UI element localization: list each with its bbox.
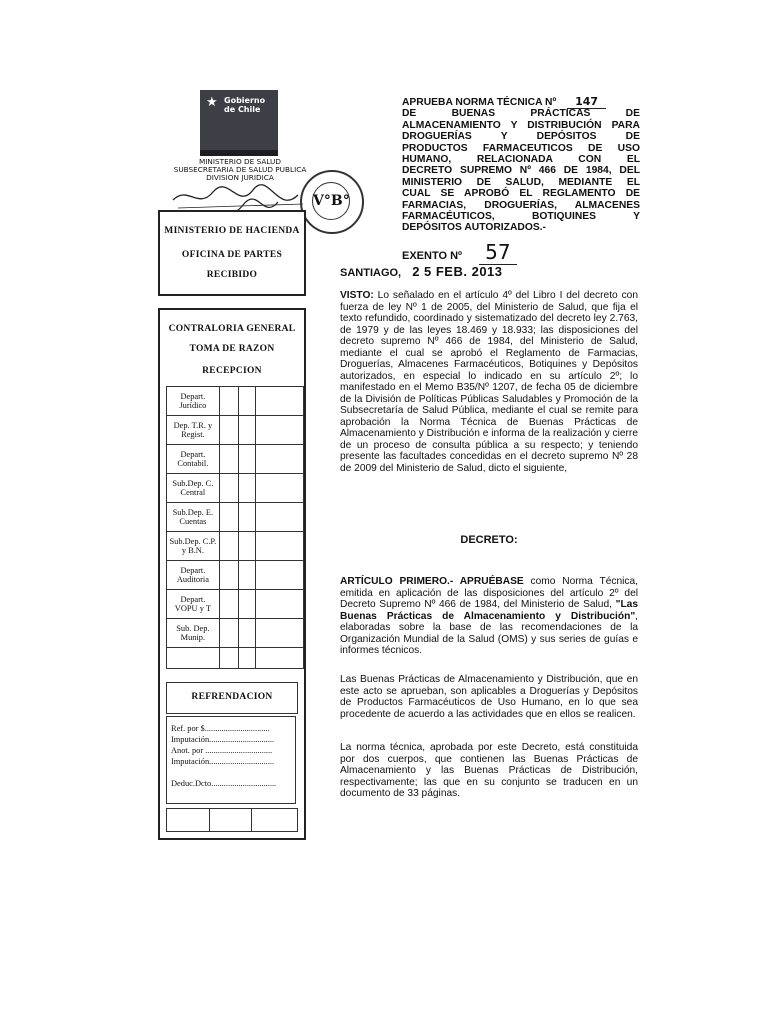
empty-cell — [256, 503, 304, 532]
empty-cell — [238, 532, 256, 561]
refrendacion-header — [166, 682, 298, 714]
header-line-1: APRUEBA NORMA TÉCNICA Nº 147 — [402, 96, 640, 108]
approval-stamp — [300, 170, 364, 234]
ministry-line-1: MINISTERIO DE SALUD — [198, 157, 281, 166]
empty-cell — [238, 561, 256, 590]
exento-line — [402, 240, 517, 264]
empty-cell — [256, 416, 304, 445]
header-line: MINISTERIO DE SALUD, MEDIANTE EL — [402, 176, 640, 188]
department-label: Sub. Dep. Munip. — [167, 619, 220, 648]
visto-text: Lo señalado en el artículo 4º del Libro I del decreto con fuerza de ley Nº 1 de 2005, del Ministerio de Salud, que fija el texto refundido, coordinado y sistematizado del decreto ley 2.763, de 1979 y de las leyes 18.469 y 18.933; las disposiciones del decreto supremo Nº 466 de 1984, del Ministerio de Salud, mediante el cual se aprobó el Reglamento de Farmacias, Droguerías, Almacenes Farmacéuticos, Botiquines y Depósitos autorizados, en especial lo indicado en su artículo 2º; lo manifestado en el Memo B35/Nº 1207, de fecha 05 de diciembre de la División de Políticas Públicas Saludables y Promoción de la Subsecretaría de Salud Pública, mediante el cual se remite para aprobación la Norma Técnica de Buenas Prácticas de Almacenamiento y Distribución e informa de la realización y cierre de un proceso de consulta pública a su respecto; y teniendo presente las facultades concedidas en el decreto supremo Nº 28 de 2009 del Ministerio de Salud, dicto el siguiente, — [340, 290, 638, 474]
norma-title: "Las Buenas Prácticas de Almacenamiento y Distribución" — [340, 599, 638, 622]
header-line: DEPÓSITOS AUTORIZADOS.- — [402, 222, 546, 234]
document-header — [402, 96, 640, 234]
empty-cell — [219, 590, 238, 619]
decreto-title: DECRETO: — [460, 534, 518, 546]
department-label: Sub.Dep. C. Central — [167, 474, 220, 503]
department-label: Depart. Auditoria — [167, 561, 220, 590]
toma-razon-label: TOMA DE RAZON — [189, 344, 275, 354]
toma-razon-row — [167, 445, 304, 474]
ministry-line-3: DIVISION JURIDICA — [206, 173, 274, 182]
empty-cell — [238, 387, 256, 416]
star-icon: ★ — [206, 95, 218, 110]
oficina-partes: OFICINA DE PARTES — [181, 250, 283, 260]
empty-cell — [256, 387, 304, 416]
empty-cell — [256, 532, 304, 561]
empty-cell — [219, 474, 238, 503]
date-stamp: 2 5 FEB. 2013 — [412, 264, 503, 279]
empty-cell — [256, 590, 304, 619]
header-line: HUMANO, RELACIONADA CON EL — [402, 154, 640, 166]
refrendacion-title: REFRENDACION — [191, 692, 273, 702]
empty-cell — [238, 445, 256, 474]
exento-label: EXENTO Nº — [402, 250, 463, 262]
toma-razon-row — [167, 561, 304, 590]
empty-cell — [219, 387, 238, 416]
toma-razon-row — [167, 590, 304, 619]
empty-cell — [219, 619, 238, 648]
contraloria-box — [158, 308, 306, 840]
header-line: CUAL SE APROBÓ EL REGLAMENTO DE — [402, 188, 640, 200]
header-line: PRODUCTOS FARMACEUTICOS DE USO — [402, 142, 640, 154]
recepcion-label: RECEPCION — [202, 366, 262, 376]
articulo-label: ARTÍCULO PRIMERO.- APRUÉBASE — [340, 576, 524, 587]
department-label: Depart. Jurídico — [167, 387, 220, 416]
empty-cell — [256, 561, 304, 590]
toma-razon-row — [167, 648, 304, 669]
paragraph-2: Las Buenas Prácticas de Almacenamiento y Distribución, que en este acto se aprueban, son aplicables a Droguerías y Depósitos de Productos Farmacéuticos de Uso Humano, en lo que sea procedente de acuerdo a las actividades que en ellos se realicen. — [340, 674, 638, 720]
department-label: Dep. T.R. y Regist. — [167, 416, 220, 445]
header-line: DROGUERÍAS Y DEPÓSITOS DE — [402, 131, 640, 143]
empty-cell — [219, 445, 238, 474]
empty-cell — [238, 619, 256, 648]
empty-cell — [219, 648, 238, 669]
header-line: FARMACÉUTICOS, BOTIQUINES Y — [402, 211, 640, 223]
visto-label: VISTO: — [340, 290, 374, 301]
toma-razon-row — [167, 387, 304, 416]
toma-razon-row — [167, 474, 304, 503]
empty-cell — [238, 648, 256, 669]
articulo-primero: ARTÍCULO PRIMERO.- APRUÉBASE como Norma Técnica, emitida en aplicación de las disposiciones del artículo 2º del Decreto Supremo Nº 466 de 1984, del Ministerio de Salud, "Las Buenas Prácticas de Almacenamiento y Distribución", elaboradas sobre la base de las recomendaciones de la Organización Mundial de la Salud (OMS) y sus series de guías e informes técnicos. — [340, 576, 638, 656]
santiago-label: SANTIAGO, — [340, 267, 402, 279]
refrendacion-lines: Ref. por $............................... Imputación............................... Anot. por ................................ Imputación............................... Deduc.Dcto............................... — [166, 716, 296, 804]
department-label: Sub.Dep. E. Cuentas — [167, 503, 220, 532]
empty-cell — [219, 503, 238, 532]
toma-razon-row — [167, 532, 304, 561]
government-logo — [200, 90, 278, 156]
header-line: DECRETO SUPREMO Nº 466 DE 1984, DEL — [402, 165, 640, 177]
empty-cell — [219, 416, 238, 445]
logo-stripe — [200, 150, 278, 156]
hacienda-reception-box — [158, 210, 306, 296]
toma-razon-row — [167, 619, 304, 648]
ministry-line-2: SUBSECRETARIA DE SALUD PUBLICA — [173, 165, 307, 174]
department-label: Sub.Dep. C.P. y B.N. — [167, 532, 220, 561]
recibido-label: RECIBIDO — [206, 270, 258, 280]
department-label: Depart. VOPU y T — [167, 590, 220, 619]
stamp-text: V°B° — [312, 182, 350, 220]
header-line: DE BUENAS PRÁCTICAS DE — [402, 108, 640, 120]
norma-number: 147 — [567, 95, 606, 109]
department-label: Depart. Contabil. — [167, 445, 220, 474]
logo-text: Gobierno de Chile — [224, 96, 266, 114]
empty-cell — [238, 503, 256, 532]
empty-cell — [219, 532, 238, 561]
visto-paragraph — [340, 290, 638, 474]
exento-number: 57 — [479, 240, 516, 265]
toma-razon-row — [167, 503, 304, 532]
hacienda-title: MINISTERIO DE HACIENDA — [164, 226, 300, 236]
empty-cell — [256, 619, 304, 648]
paragraph-3: La norma técnica, aprobada por este Decreto, está constituida por dos cuerpos, que contienen las Buenas Prácticas de Almacenamiento y las Buenas Prácticas de Distribución, respectivamente; las que en su conjunto se traducen en un documento de 33 páginas. — [340, 742, 638, 799]
header-line: ALMACENAMIENTO Y DISTRIBUCIÓN PARA — [402, 119, 640, 131]
empty-cell — [238, 590, 256, 619]
empty-cell — [256, 648, 304, 669]
contraloria-title: CONTRALORIA GENERAL — [168, 324, 296, 334]
empty-cell — [256, 474, 304, 503]
toma-razon-row — [167, 416, 304, 445]
empty-cell — [238, 416, 256, 445]
toma-razon-table — [166, 386, 304, 669]
header-line: FARMACIAS, DROGUERÍAS, ALMACENES — [402, 199, 640, 211]
empty-cell — [256, 445, 304, 474]
empty-cell — [167, 648, 220, 669]
empty-cell — [219, 561, 238, 590]
empty-cell — [238, 474, 256, 503]
santiago-line — [340, 264, 503, 279]
refrendacion-footer-cells — [166, 808, 298, 832]
